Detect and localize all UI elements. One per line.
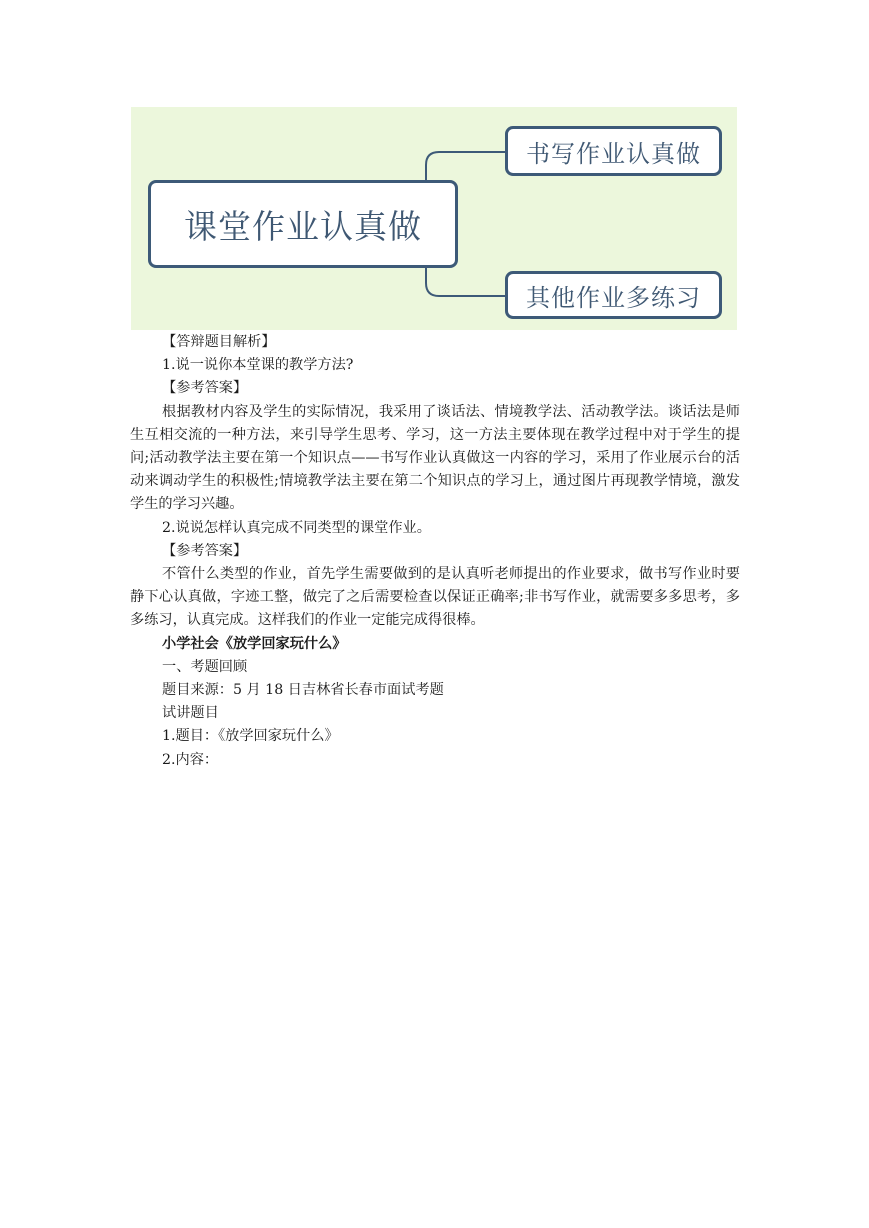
reference-answer-label-1: 【参考答案】 (162, 380, 248, 397)
document-body (130, 331, 740, 772)
analysis-heading: 【答辩题目解析】 (162, 334, 276, 350)
topic-line: 1.题目：《放学回家玩什么》 (162, 728, 339, 745)
question-source: 题目来源：5 月 18 日吉林省长春市面试考题 (162, 682, 444, 699)
answer-2-paragraph: 不管什么类型的作业，首先学生需要做到的是认真听老师提出的作业要求，做书写作业时要静下心认真做，字迹工整，做完了之后需要检查以保证正确率;非书写作业，就需要多多思考，多多练习，认真完成。这样我们的作业一定能完成得很棒。 (130, 566, 740, 629)
content-label: 2.内容： (162, 751, 219, 768)
connector-top (426, 152, 505, 180)
question-2: 2.说说怎样认真完成不同类型的课堂作业。 (162, 519, 431, 536)
subtopic-node-practice: 其他作业多练习 (505, 271, 722, 319)
answer-1-paragraph: 根据教材内容及学生的实际情况，我采用了谈话法、情境教学法、活动教学法。谈话法是师生互相交流的一种方法，来引导学生思考、学习，这一方法主要体现在教学过程中对于学生的提问;活动教学法主要在第一个知识点——书写作业认真做这一内容的学习，采用了作业展示台的活动来调动学生的积极性;情境教学法主要在第二个知识点的学习上，通过图片再现教学情境，激发学生的学习兴趣。 (130, 403, 740, 513)
question-1: 1.说一说你本堂课的教学方法? (162, 357, 354, 374)
mind-map-diagram (131, 107, 737, 330)
section-title: 小学社会《放学回家玩什么》 (162, 635, 347, 652)
connector-bottom (426, 268, 505, 296)
subtopic-node-writing: 书写作业认真做 (505, 126, 722, 176)
main-topic-node: 课堂作业认真做 (148, 180, 458, 268)
trial-lecture-heading: 试讲题目 (162, 705, 219, 722)
reference-answer-label-2: 【参考答案】 (162, 542, 248, 559)
review-heading: 一、考题回顾 (162, 658, 248, 675)
